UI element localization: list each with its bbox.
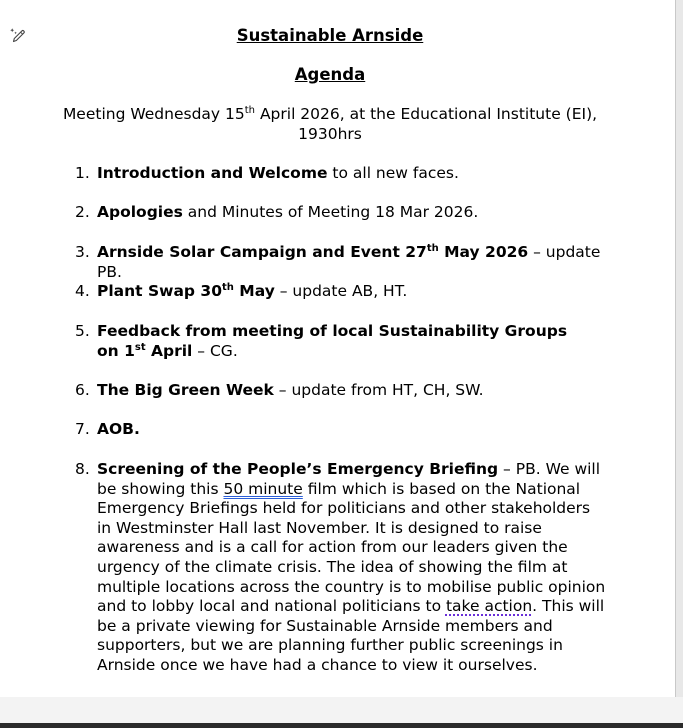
ordinal-suffix: th bbox=[426, 243, 439, 254]
item-number: 3. bbox=[75, 243, 90, 261]
item-text: and Minutes of Meeting 18 Mar 2026. bbox=[182, 203, 479, 221]
item-text: – PB. We will be showing this bbox=[97, 460, 601, 498]
item-heading: Introduction and Welcome bbox=[97, 164, 328, 182]
document-subtitle: Agenda bbox=[294, 65, 366, 84]
grammar-flagged-text[interactable]: 50 minute bbox=[223, 479, 303, 498]
meeting-text-suffix: April 2026, at the Educational Institute (EI), 1930hrs bbox=[255, 105, 598, 143]
item-heading-part: April bbox=[145, 341, 193, 360]
item-heading-part: May bbox=[233, 282, 275, 300]
item-number: 7. bbox=[75, 420, 90, 438]
item-heading bbox=[97, 322, 567, 360]
item-text: – CG. bbox=[192, 341, 238, 360]
item-heading: Screening of the People’s Emergency Briefing bbox=[97, 460, 499, 478]
agenda-item-6 bbox=[75, 381, 617, 401]
item-heading bbox=[97, 282, 275, 300]
item-number: 1. bbox=[75, 164, 90, 182]
agenda-item-7 bbox=[75, 420, 617, 440]
spelling-flagged-text[interactable]: take action bbox=[445, 597, 533, 616]
item-number: 6. bbox=[75, 381, 90, 399]
meeting-date-suffix: th bbox=[244, 105, 256, 116]
agenda-item-4 bbox=[75, 282, 617, 302]
agenda-item-5 bbox=[75, 322, 592, 361]
item-heading bbox=[97, 243, 528, 261]
item-text: to all new faces. bbox=[327, 164, 459, 182]
agenda-item-2 bbox=[75, 203, 617, 223]
item-heading-part: Plant Swap 30 bbox=[97, 282, 222, 300]
item-heading-part: Arnside Solar Campaign and Event 27 bbox=[97, 243, 427, 261]
vertical-scrollbar[interactable] bbox=[675, 0, 683, 697]
meeting-details bbox=[60, 105, 600, 144]
item-heading: Apologies bbox=[97, 203, 183, 221]
item-heading-part: Feedback from meeting of local Sustainability Groups on 1 bbox=[97, 322, 568, 360]
ordinal-suffix: th bbox=[221, 282, 234, 293]
item-number: 4. bbox=[75, 282, 90, 300]
item-heading-part: May 2026 bbox=[438, 243, 529, 261]
item-heading: The Big Green Week bbox=[97, 381, 274, 399]
item-text: . This will be a private viewing for Sustainable Arnside members and supporters, but we are planning further public screenings in Arnside once we have had a chance to view it ourselves. bbox=[97, 597, 605, 674]
item-text: – update from HT, CH, SW. bbox=[273, 381, 484, 399]
ordinal-suffix: st bbox=[134, 341, 146, 353]
item-text: – update PB. bbox=[97, 243, 601, 281]
taskbar-edge bbox=[0, 723, 683, 728]
item-number: 2. bbox=[75, 203, 90, 221]
item-number: 8. bbox=[75, 460, 90, 478]
agenda-item-8 bbox=[75, 460, 609, 676]
document-title: Sustainable Arnside bbox=[236, 26, 424, 45]
agenda-item-1 bbox=[75, 164, 617, 184]
agenda-item-3 bbox=[75, 243, 617, 282]
item-number: 5. bbox=[75, 322, 90, 340]
meeting-text-prefix: Meeting Wednesday 15 bbox=[62, 105, 245, 123]
item-heading: AOB. bbox=[97, 420, 140, 438]
item-text: – update AB, HT. bbox=[274, 282, 408, 300]
item-text: film which is based on the National Emergency Briefings held for politicians and other stakeholders in Westminster Hall last November. It is designed to raise awareness and is a call for action from our leaders given the urgency of the climate crisis. The idea of showing the film at multiple locations across the country is to mobilise public opinion and to lobby local and national politicians to bbox=[97, 479, 606, 616]
